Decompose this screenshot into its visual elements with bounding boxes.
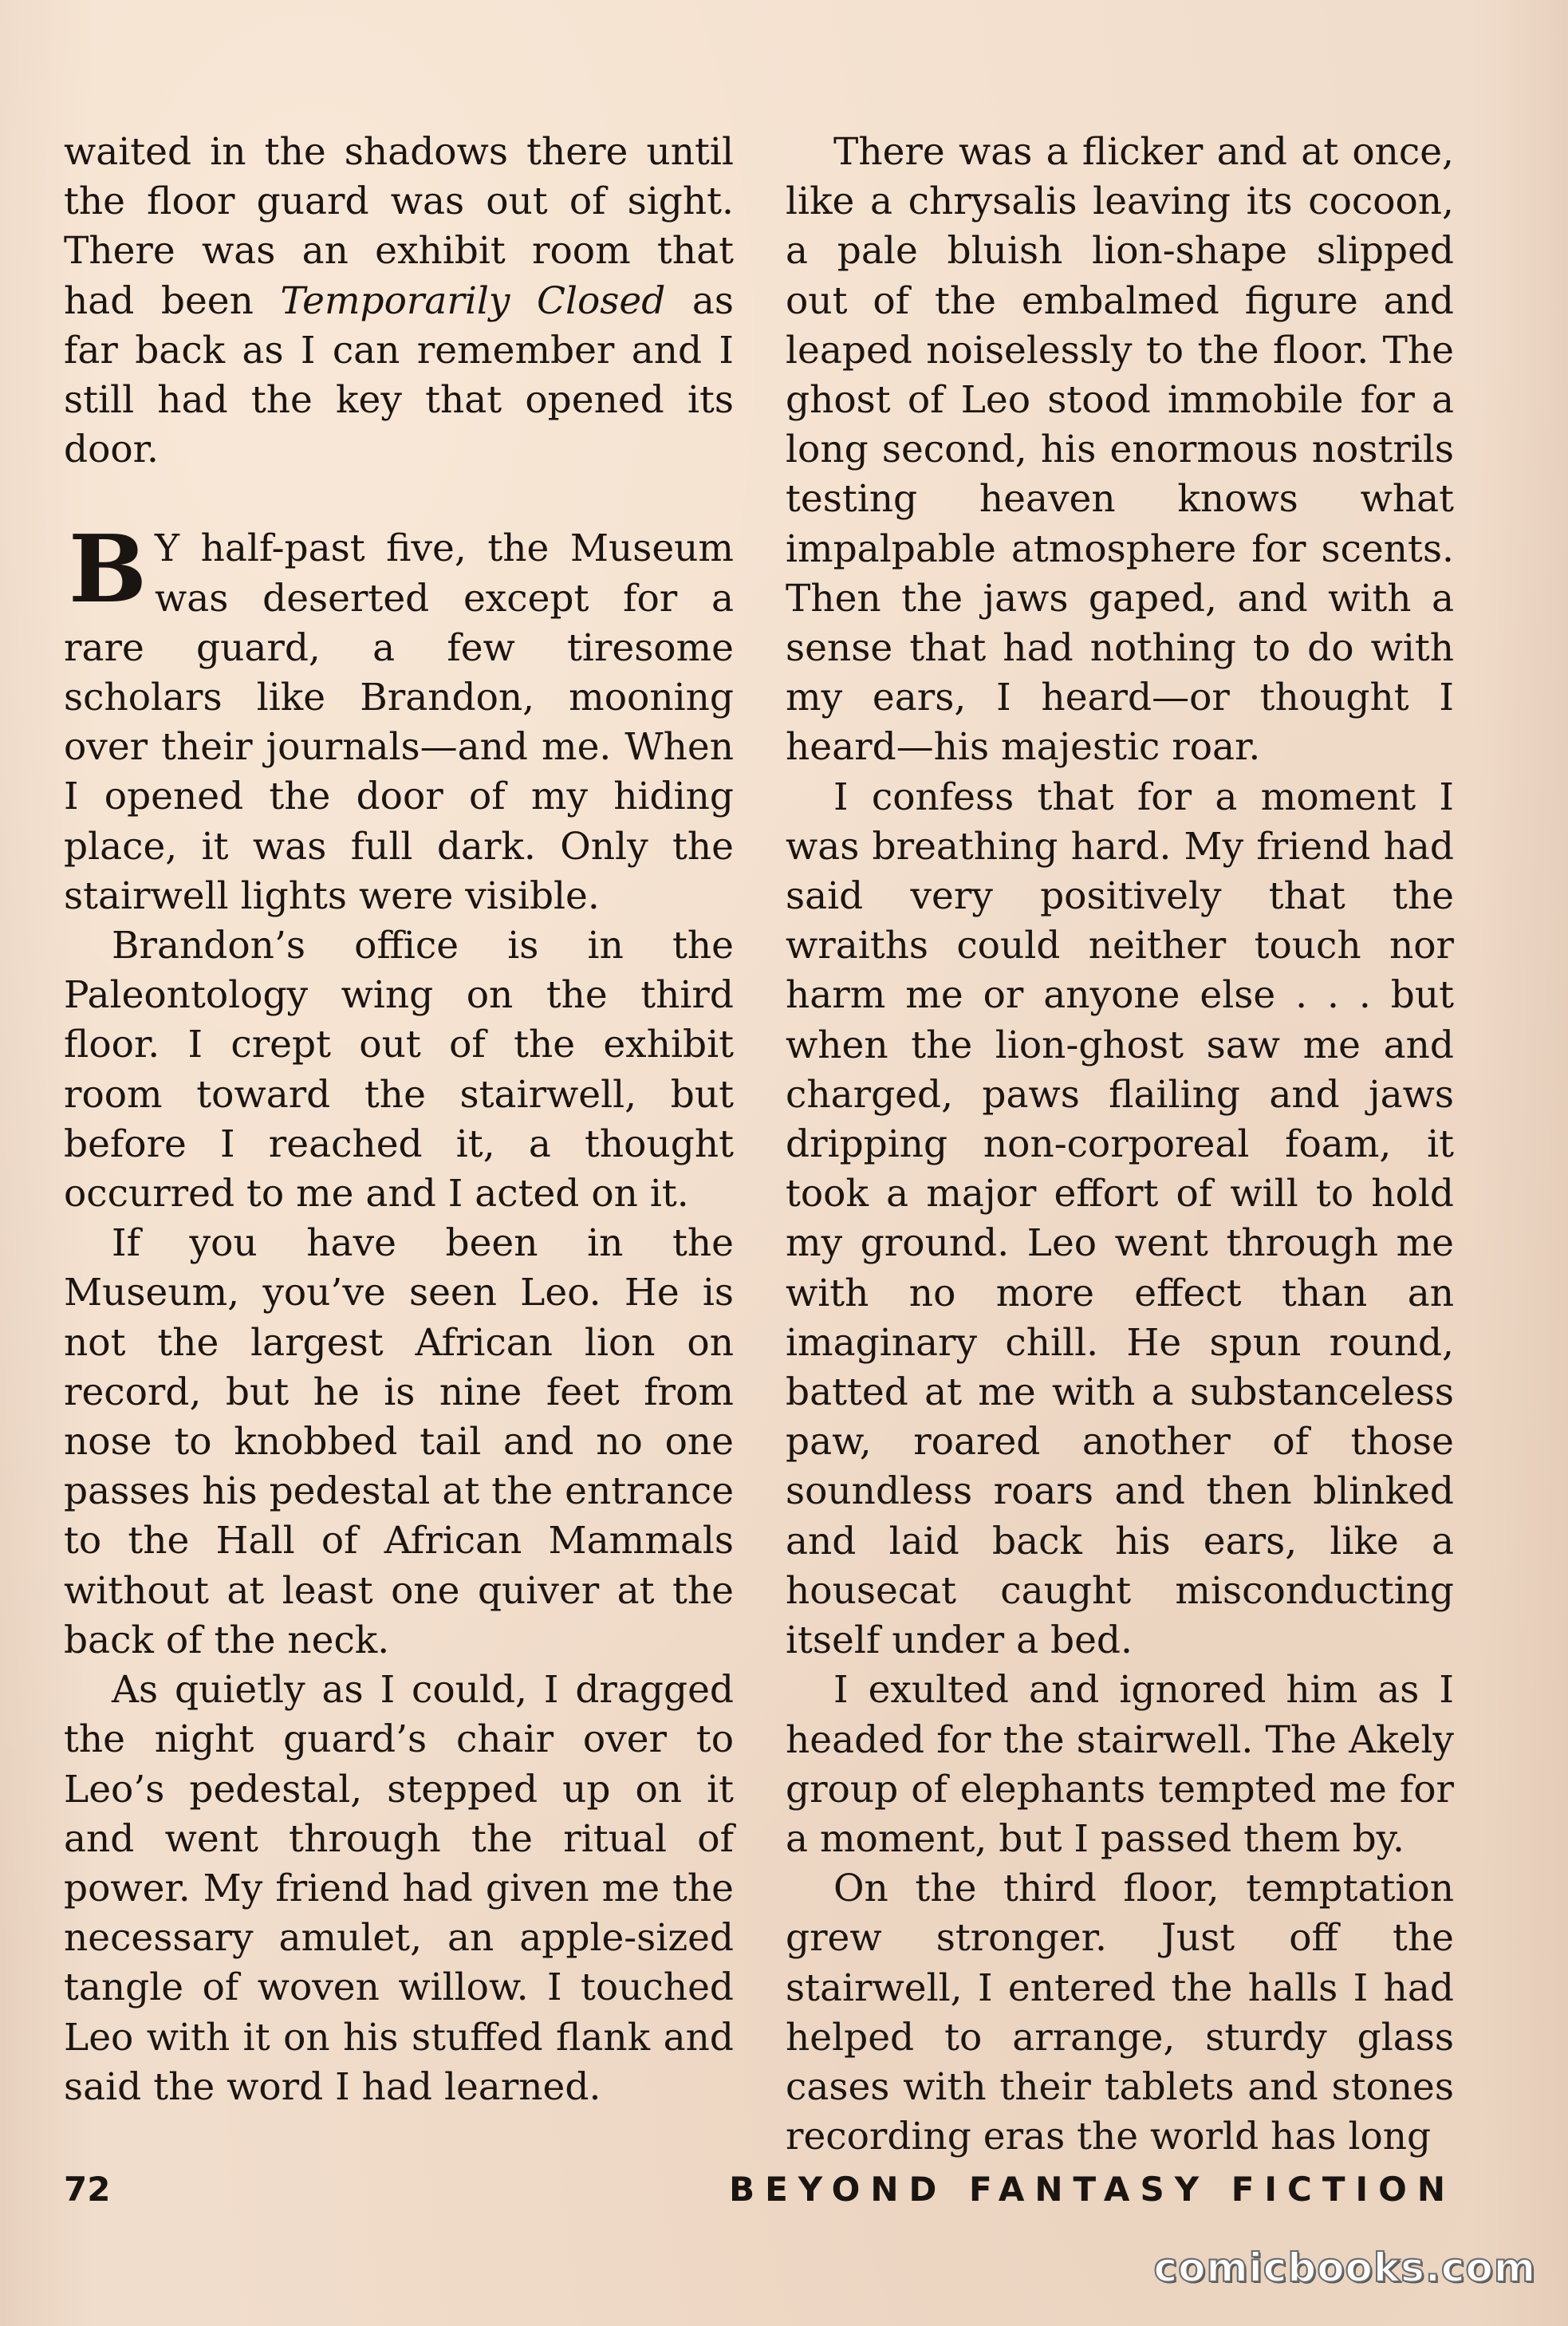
watermark-logo: comicbooks.com bbox=[1153, 2245, 1536, 2291]
italic-phrase: Temporarily Closed bbox=[280, 278, 666, 323]
page-footer bbox=[64, 2162, 1456, 2218]
page-number: 72 bbox=[64, 2170, 111, 2209]
paragraph-text: waited in the shadows there until the floor guard was out of sight. There was an exhibit room that had been bbox=[64, 130, 734, 323]
left-column bbox=[64, 128, 734, 2112]
drop-cap: B bbox=[69, 515, 146, 625]
paragraph: On the third floor, temptation grew stronger. Just off the stairwell, I entered the halls I had helped to arrange, sturdy glass cases with their tablets and stones recording eras the world has long bbox=[786, 1867, 1454, 2159]
small-caps-lead: Y bbox=[155, 526, 180, 571]
paragraph: As quietly as I could, I dragged the night guard’s chair over to Leo’s pedestal, stepped up on it and went through the ritual of power. My friend had given me the necessary amulet, an apple-sized tangle of woven willow. I touched Leo with it on his stuffed flank and said the word I had learned. bbox=[64, 1668, 734, 2109]
paragraph: There was a flicker and at once, like a chrysalis leaving its cocoon, a pale bluish lion-shape slipped out of the embalmed figure and leaped noiselessly to the floor. The ghost of Leo stood immobile for a long second, his enormous nostrils testing heaven knows what impalpable atmosphere for scents. Then the jaws gaped, and with a sense that had nothing to do with my ears, I heard—or thought I heard—his majestic roar. bbox=[786, 130, 1454, 770]
paragraph: I confess that for a moment I was breathing hard. My friend had said very positively that the wraiths could neither touch nor harm me or anyone else . . . but when the lion-ghost saw me and charged, paws flailing and jaws dripping non-corporeal foam, it took a major effort of will to hold my ground. Leo went through me with no more effect than an imaginary chill. He spun round, batted at me with a substanceless paw, roared another of those soundless roars and then blinked and laid back his ears, like a housecat caught misconducting itself under a bed. bbox=[786, 775, 1454, 1663]
magazine-title: BEYOND FANTASY FICTION bbox=[729, 2170, 1456, 2209]
paragraph: If you have been in the Museum, you’ve seen Leo. He is not the largest African lion on record, but he is nine feet from nose to knobbed tail and no one passes his pedestal at the entrance to the Hall of African Mammals without at least one quiver at the back of the neck. bbox=[64, 1221, 735, 1662]
paragraph-with-dropcap bbox=[64, 515, 734, 921]
paragraph-text: half-past five, the Museum was deserted except for a rare guard, a few tiresome scholars like Brandon, mooning over their journals—and me. When I opened the door of my hiding place, it was full dark. Only the stairwell lights were visible. bbox=[64, 526, 734, 918]
paragraph: I exulted and ignored him as I headed for the stairwell. The Akely group of elephants tempted me for a moment, but I passed them by. bbox=[786, 1668, 1454, 1861]
right-column bbox=[786, 128, 1454, 2162]
paragraph-text: as far back as I can remember and I still had the key that opened its door. bbox=[64, 278, 734, 472]
paragraph: Brandon’s office is in the Paleontology wing on the third floor. I crept out of the exhibit room toward the stairwell, but before I reached it, a thought occurred to me and I acted on it. bbox=[64, 924, 734, 1216]
paragraph bbox=[64, 128, 734, 475]
section-break bbox=[64, 475, 734, 524]
